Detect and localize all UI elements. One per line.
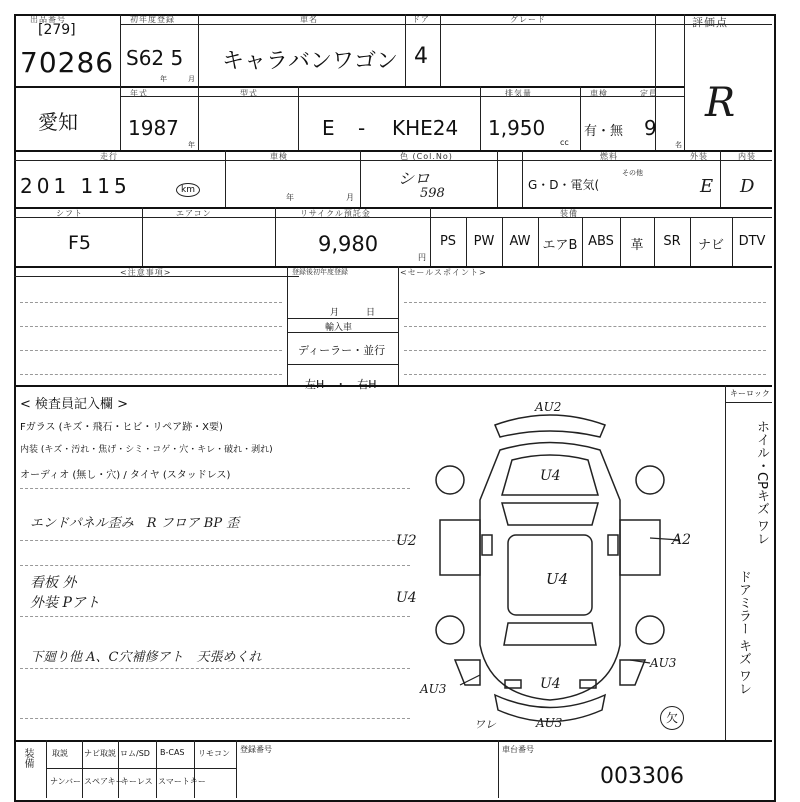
footer-manual: 取説: [52, 749, 68, 758]
equipment-navi: ナビ: [697, 238, 724, 253]
chassis-number: 003306: [600, 764, 684, 789]
import-title: 登録後初年度登録: [292, 268, 348, 276]
side-text-1: ホイル・CPキズ ワレ: [754, 420, 769, 546]
doors: 4: [414, 44, 428, 69]
fuel-options: G・D・電気(: [528, 178, 600, 192]
divider: [14, 150, 772, 152]
model-label: 車名: [300, 15, 318, 24]
shift-label: シフト: [56, 209, 83, 218]
mark-right-front: A2: [672, 532, 692, 548]
mileage-label: 走行: [100, 152, 118, 161]
inspector-label: < 検査員記入欄 >: [20, 397, 129, 412]
mark-left-bottom: AU3: [420, 682, 447, 696]
inspector-line-1: エンドパネル歪み R フロア BP 歪: [30, 516, 240, 531]
equipment-abs: ABS: [588, 234, 614, 249]
score-label: 評価点: [692, 16, 728, 29]
mark-right-rear: AU3: [650, 656, 677, 670]
footer-chassis-label: 車台番号: [502, 745, 534, 754]
import-month-day: 月 日: [330, 308, 376, 318]
mark-front: AU2: [535, 400, 562, 414]
inspection: 有・無: [584, 124, 624, 139]
interior-note: 内装 (キズ・汚れ・焦げ・シミ・コゲ・穴・キレ・破れ・剥れ): [20, 445, 273, 455]
divider: [14, 385, 772, 387]
mark-roof: U4: [546, 570, 569, 588]
mark-rear: U4: [540, 676, 561, 692]
equipment-ps: PS: [439, 234, 457, 249]
model-name: キャラバンワゴン: [222, 49, 399, 74]
type-prefix: E: [322, 116, 335, 140]
divider: [14, 740, 772, 742]
type-code: KHE24: [392, 116, 459, 140]
recycle-label: リサイクル預託金: [300, 209, 371, 218]
mileage-unit: km: [176, 183, 200, 197]
doors-label: ドア: [412, 15, 430, 24]
divider: [14, 86, 684, 88]
inspection-label: 車検: [590, 89, 608, 98]
equipment-label: 装備: [560, 209, 578, 218]
equipment-pw: PW: [473, 234, 495, 249]
color-number: 598: [420, 186, 445, 201]
footer-keyless: キーレス: [121, 777, 153, 786]
inspector-line-4: 下廻り他 A、C穴補修アト 天張めくれ: [30, 650, 262, 665]
exterior-label: 外装: [690, 152, 708, 161]
displacement-label: 排気量: [505, 89, 532, 98]
interior-grade: D: [740, 176, 755, 197]
grade-label: グレード: [510, 15, 546, 24]
mark-rear-bumper: AU3: [536, 716, 563, 730]
mileage: 201 115: [20, 174, 131, 198]
equipment-airbag: エアB: [542, 238, 578, 253]
glass-note: Fガラス (キズ・飛石・ヒビ・リペア跡・X要): [20, 422, 223, 433]
mark-rear-label: ワレ: [474, 718, 496, 731]
aircon-label: エアコン: [176, 209, 212, 218]
steering-side: 左H ・ 右H: [305, 378, 377, 391]
fuel-label: 燃料: [600, 152, 618, 161]
capacity-label: 定員: [640, 89, 658, 98]
inspection-date-label: 車検: [270, 152, 288, 161]
dealer-parallel: ディーラー・並行: [298, 344, 386, 357]
mark-left-rear: U4: [396, 590, 417, 606]
lot-number-bracket: [279]: [38, 22, 76, 38]
first-registration-label: 初年度登録: [130, 15, 175, 24]
divider: [14, 207, 772, 209]
equipment-leather: 革: [630, 238, 644, 253]
footer-remote: リモコン: [198, 749, 230, 758]
notes-label: <注意事項>: [120, 268, 172, 277]
mark-left-front: U2: [396, 533, 417, 549]
equipment-dtv: DTV: [738, 234, 766, 249]
mark-circle: 欠: [660, 706, 684, 730]
footer-equipment-label: 装備: [22, 748, 33, 768]
year-label: 年式: [130, 89, 148, 98]
footer-spare-key: スペアキー: [84, 777, 124, 786]
equipment-sr: SR: [663, 234, 681, 249]
score-value: R: [705, 80, 736, 126]
equipment-aw: AW: [509, 234, 531, 249]
footer-bcas: B-CAS: [160, 748, 185, 757]
footer-plate: ナンバー: [50, 777, 82, 786]
first-registration: S62 5: [126, 46, 184, 70]
displacement: 1,950: [488, 116, 546, 140]
exterior-grade: E: [700, 176, 714, 197]
import-label: 輸入車: [325, 323, 353, 333]
type-dash: -: [358, 116, 366, 140]
side-text-2: ドアミラー キズ ワレ: [736, 570, 751, 696]
color: シロ: [398, 169, 431, 188]
footer-navi-manual: ナビ取説: [84, 749, 116, 758]
shift: F5: [68, 232, 92, 254]
car-damage-diagram: [420, 395, 720, 740]
keylock-label: キーロック: [730, 389, 770, 398]
region: 愛知: [38, 110, 78, 134]
recycle-fee: 9,980: [318, 232, 379, 256]
fuel-other: その他: [622, 169, 643, 177]
color-label: 色 (Col.No): [400, 152, 453, 161]
mark-hood: U4: [540, 468, 561, 484]
footer-rom-sd: ロム/SD: [120, 749, 150, 758]
lot-label: 出品番号: [30, 15, 66, 24]
audio-tire-note: オーディオ (無し・穴) / タイヤ (スタッドレス): [20, 470, 231, 481]
capacity: 9: [644, 116, 657, 140]
sales-point-label: <セールスポイント>: [400, 268, 487, 277]
type-label: 型式: [240, 89, 258, 98]
lot-number: 70286: [20, 46, 115, 79]
footer-registration-label: 登録番号: [240, 745, 272, 754]
footer-smart-key: スマートキー: [158, 777, 206, 786]
interior-label: 内装: [738, 152, 756, 161]
inspector-line-3: 外装 Pアト: [30, 595, 100, 611]
year: 1987: [128, 116, 179, 140]
inspector-line-2: 看板 外: [30, 575, 77, 591]
